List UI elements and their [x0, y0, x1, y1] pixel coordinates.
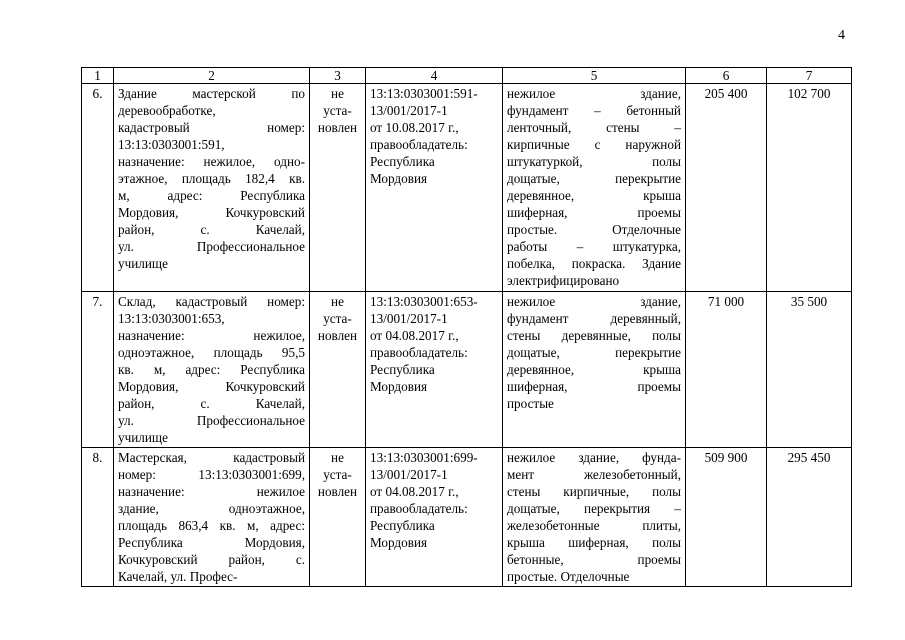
col-header-7: 7 — [767, 68, 852, 84]
header-row — [82, 68, 852, 84]
value-column-6: 509 900 — [686, 448, 767, 587]
value-column-7: 295 450 — [767, 448, 852, 587]
table-row — [82, 292, 852, 448]
value-column-6: 205 400 — [686, 84, 767, 292]
value-column-7: 102 700 — [767, 84, 852, 292]
property-table — [81, 67, 852, 587]
col-header-6: 6 — [686, 68, 767, 84]
table-row — [82, 84, 852, 292]
object-description: Мастерская, кадастровый номер: 13:13:0303001:699, назначение: нежилое здание, одноэтажное, площадь 863,4 кв. м, адрес: Республика Мордовия, Кочкуровский район, с. Качелай, ул. Профес- — [114, 448, 310, 587]
registration-record: 13:13:0303001:591- 13/001/2017-1 от 10.08.2017 г., правообладатель: Республика Мордовия — [366, 84, 503, 292]
col-header-4: 4 — [366, 68, 503, 84]
rights-status: не уста- новлен — [310, 84, 366, 292]
col-header-2: 2 — [114, 68, 310, 84]
row-number: 7. — [82, 292, 114, 448]
row-number: 6. — [82, 84, 114, 292]
rights-status: не уста- новлен — [310, 448, 366, 587]
value-column-6: 71 000 — [686, 292, 767, 448]
building-characteristics: нежилое здание, фундамент деревянный, стены деревянные, полы дощатые, перекрытие деревянное, крыша шиферная, проемы простые — [503, 292, 686, 448]
rights-status: не уста- новлен — [310, 292, 366, 448]
col-header-3: 3 — [310, 68, 366, 84]
row-number: 8. — [82, 448, 114, 587]
table-row — [82, 448, 852, 587]
object-description: Здание мастерской по деревообработке, кадастровый номер: 13:13:0303001:591, назначение: нежилое, одно- этажное, площадь 182,4 кв. м, адрес: Республика Мордовия, Кочкуровский район, с. Качелай, ул. Профессиональное училище — [114, 84, 310, 292]
object-description: Склад, кадастровый номер: 13:13:0303001:653, назначение: нежилое, одноэтажное, площадь 95,5 кв. м, адрес: Республика Мордовия, Кочкуровский район, с. Качелай, ул. Профессиональное училище — [114, 292, 310, 448]
registration-record: 13:13:0303001:653- 13/001/2017-1 от 04.08.2017 г., правообладатель: Республика Мордовия — [366, 292, 503, 448]
registration-record: 13:13:0303001:699- 13/001/2017-1 от 04.08.2017 г., правообладатель: Республика Мордовия — [366, 448, 503, 587]
page-number: 4 — [838, 28, 845, 43]
building-characteristics: нежилое здание, фундамент – бетонный ленточный, стены – кирпичные с наружной штукатуркой, полы дощатые, перекрытие деревянное, крыша шиферная, проемы простые. Отделочные работы – штукатурка, побелка, покраска. Здание электрифицировано — [503, 84, 686, 292]
value-column-7: 35 500 — [767, 292, 852, 448]
col-header-5: 5 — [503, 68, 686, 84]
col-header-1: 1 — [82, 68, 114, 84]
building-characteristics: нежилое здание, фунда- мент железобетонный, стены кирпичные, полы дощатые, перекрытия – железобетонные плиты, крыша шиферная, полы бетонные, проемы простые. Отделочные — [503, 448, 686, 587]
